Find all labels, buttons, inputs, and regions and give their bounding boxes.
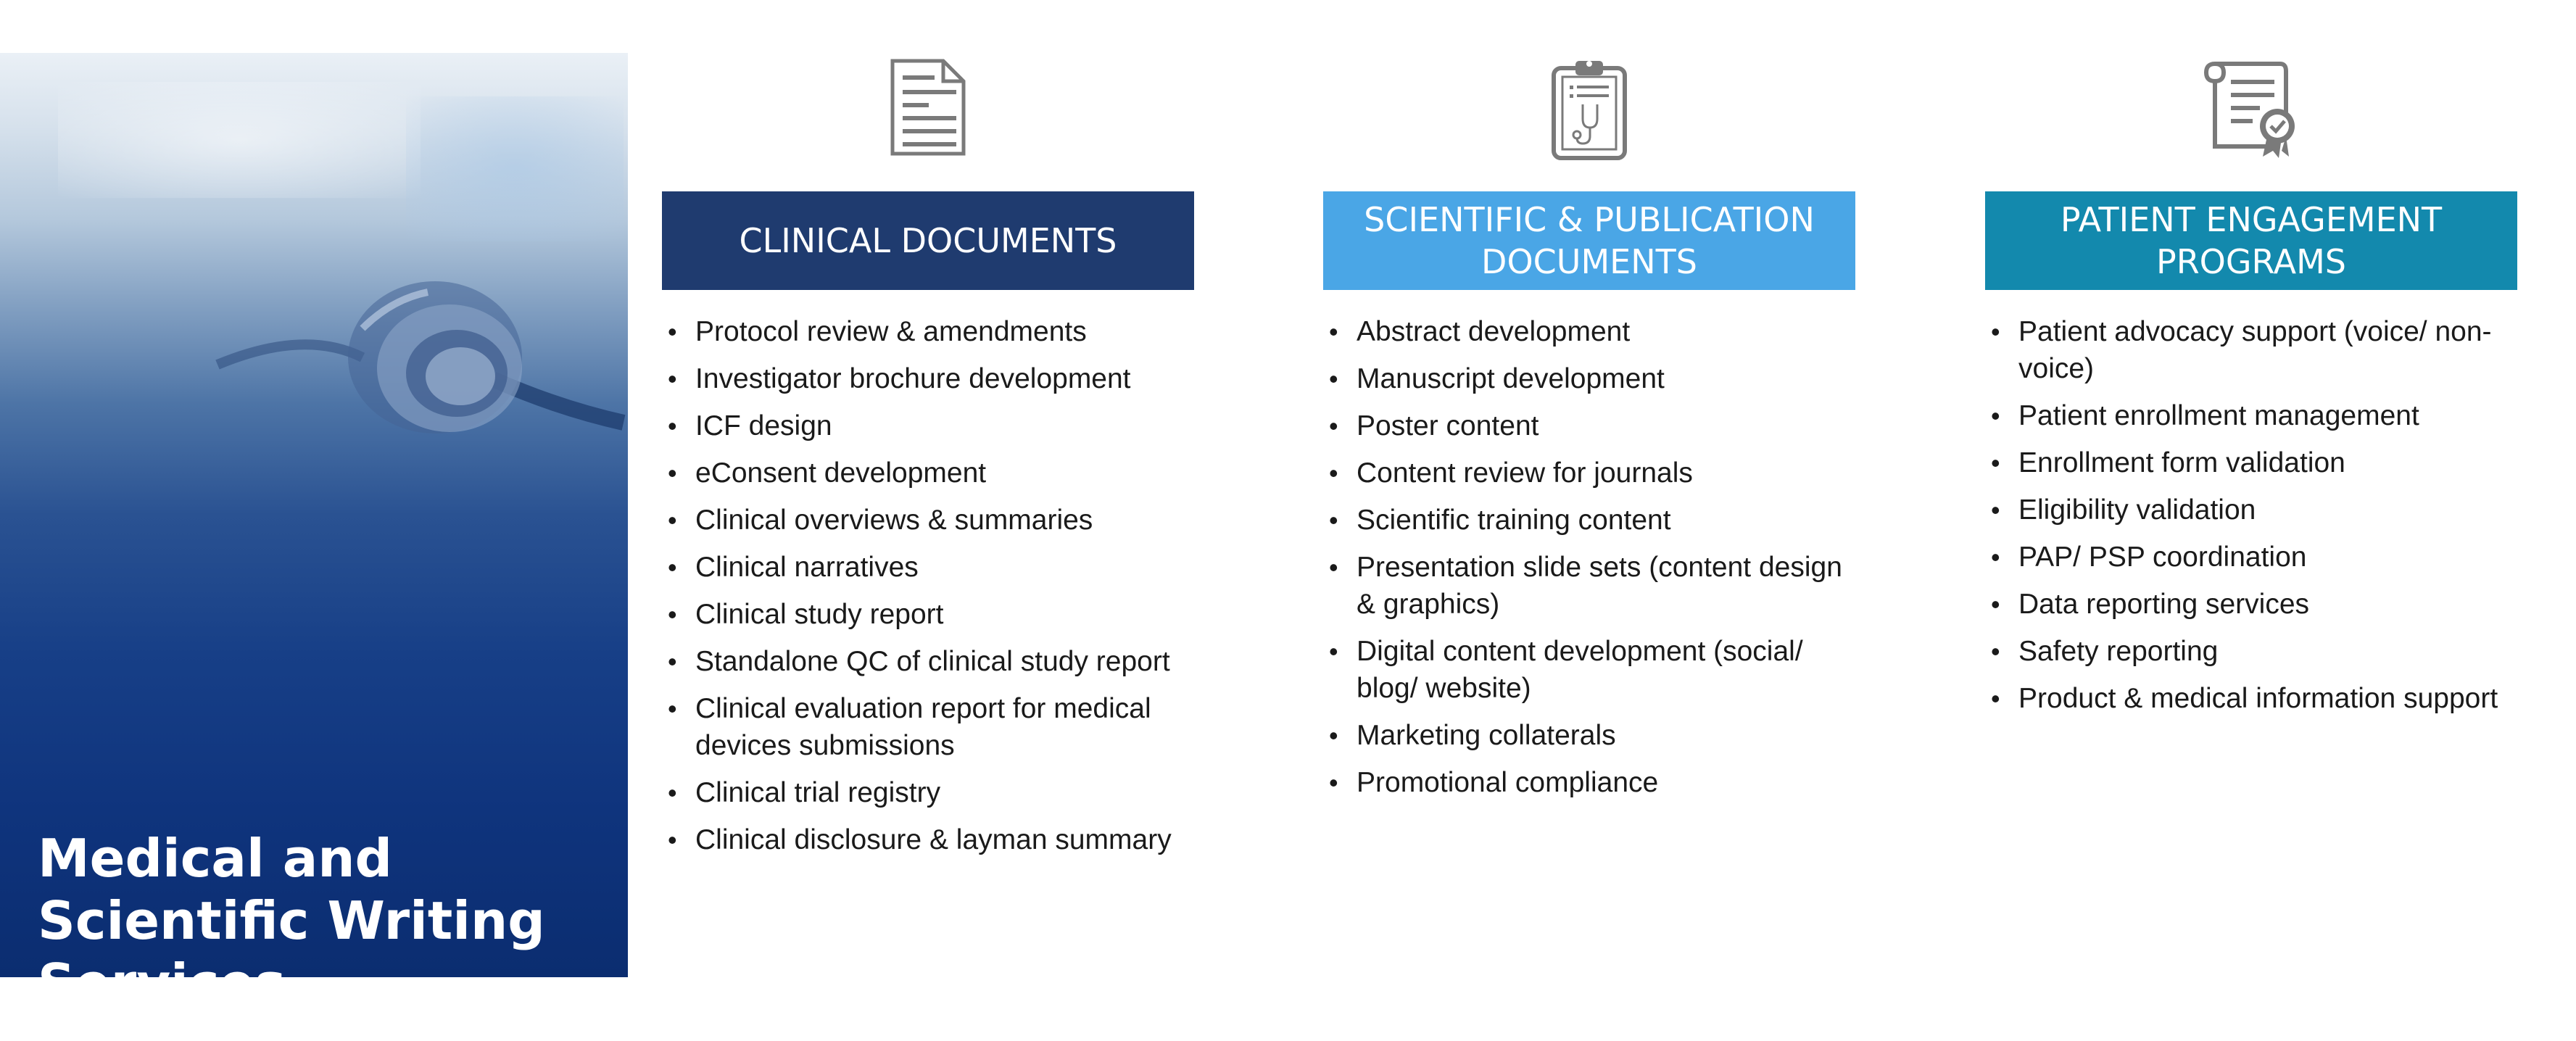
column-header: CLINICAL DOCUMENTS [662, 191, 1194, 290]
list-item: • Marketing collaterals [1329, 720, 1616, 751]
list-item: • Scientific training content [1329, 505, 1671, 536]
service-list [1323, 313, 1855, 811]
list-item: • Safety reporting [1991, 636, 2219, 667]
list-item: • Eligibility validation [1991, 494, 2256, 526]
list-item: • Clinical evaluation report for medical devices submissions [668, 693, 1151, 761]
list-item: • Patient enrollment management [1991, 400, 2419, 431]
list-item: • PAP/ PSP coordination [1991, 542, 2307, 573]
list-item: • Promotional compliance [1329, 767, 1659, 798]
list-item: • Digital content development (social/ blog/ website) [1329, 636, 1803, 704]
list-item: • Clinical disclosure & layman summary [668, 824, 1172, 855]
list-item: • Manuscript development [1329, 363, 1665, 394]
list-item: • Clinical study report [668, 599, 944, 630]
stethoscope-image [218, 220, 624, 459]
list-item: • Product & medical information support [1991, 683, 2498, 714]
column-header: SCIENTIFIC & PUBLICATION DOCUMENTS [1323, 191, 1855, 290]
list-item: • ICF design [668, 410, 832, 441]
list-item: • Content review for journals [1329, 457, 1693, 489]
document-icon [662, 57, 1194, 165]
list-item: • Presentation slide sets (content design & graphics) [1329, 552, 1842, 620]
hero-title: Medical and Scientific Writing Services [38, 828, 545, 1013]
hero-light-blur [58, 82, 421, 198]
list-item: • Investigator brochure development [668, 363, 1131, 394]
certificate-icon [1985, 57, 2517, 165]
column-header: PATIENT ENGAGEMENT PROGRAMS [1985, 191, 2517, 290]
list-item: • Protocol review & amendments [668, 316, 1087, 347]
service-list [1985, 313, 2517, 727]
hero-panel [0, 53, 628, 1013]
list-item: • Clinical trial registry [668, 777, 941, 808]
list-item: • Poster content [1329, 410, 1539, 441]
list-item: • Clinical overviews & summaries [668, 505, 1093, 536]
list-item: • Data reporting services [1991, 589, 2310, 620]
list-item: • Standalone QC of clinical study report [668, 646, 1170, 677]
list-item: • Abstract development [1329, 316, 1631, 347]
clipboard-stethoscope-icon [1323, 57, 1855, 165]
list-item: • Clinical narratives [668, 552, 919, 583]
list-item: • Patient advocacy support (voice/ non-voice) [1991, 316, 2492, 384]
list-item: • eConsent development [668, 457, 987, 489]
service-list [662, 313, 1194, 868]
list-item: • Enrollment form validation [1991, 447, 2345, 478]
